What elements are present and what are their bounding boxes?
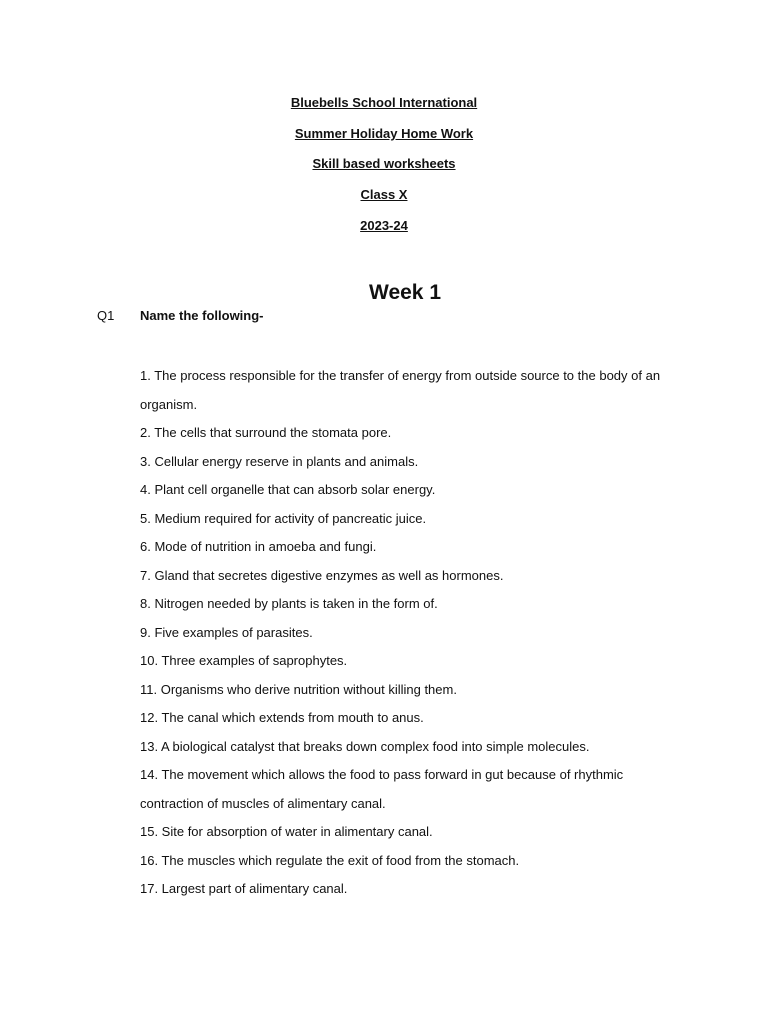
question-item: 12. The canal which extends from mouth to anus. [140, 710, 424, 725]
homework-title: Summer Holiday Home Work [294, 126, 474, 141]
question-item: 9. Five examples of parasites. [140, 624, 313, 640]
question-item: 15. Site for absorption of water in alimentary canal. [140, 824, 433, 839]
question-item: 1. The process responsible for the transfer of energy from outside source to the body of an organism. [140, 368, 661, 412]
week-title: Week 1 [369, 281, 441, 304]
question-item: 5. Medium required for activity of pancreatic juice. [140, 510, 427, 526]
academic-year: 2023-24 [360, 218, 408, 233]
question-item: 6. Mode of nutrition in amoeba and fungi. [140, 539, 377, 554]
class-label: Class X [360, 187, 408, 202]
school-name: Bluebells School International [290, 95, 478, 110]
question-item: 13. A biological catalyst that breaks down complex food into simple molecules. [140, 738, 590, 754]
question-item: 14. The movement which allows the food to pass forward in gut because of rhythmic contraction of muscles of alimentary canal. [140, 767, 624, 811]
question-number: Q1 [97, 308, 115, 323]
question-item: 17. Largest part of alimentary canal. [140, 881, 348, 896]
question-item: 3. Cellular energy reserve in plants and animals. [140, 453, 419, 469]
question-item: 2. The cells that surround the stomata pore. [140, 425, 392, 440]
question-item: 7. Gland that secretes digestive enzymes as well as hormones. [140, 567, 504, 583]
question-items-list [140, 362, 680, 904]
question-item: 16. The muscles which regulate the exit of food from the stomach. [140, 852, 520, 868]
question-item: 8. Nitrogen needed by plants is taken in the form of. [140, 596, 438, 611]
question-prompt: Name the following- [140, 308, 264, 323]
question-item: 10. Three examples of saprophytes. [140, 653, 348, 668]
question-item: 11. Organisms who derive nutrition without killing them. [140, 681, 457, 697]
worksheet-title: Skill based worksheets [312, 156, 456, 171]
question-item: 4. Plant cell organelle that can absorb solar energy. [140, 482, 436, 497]
